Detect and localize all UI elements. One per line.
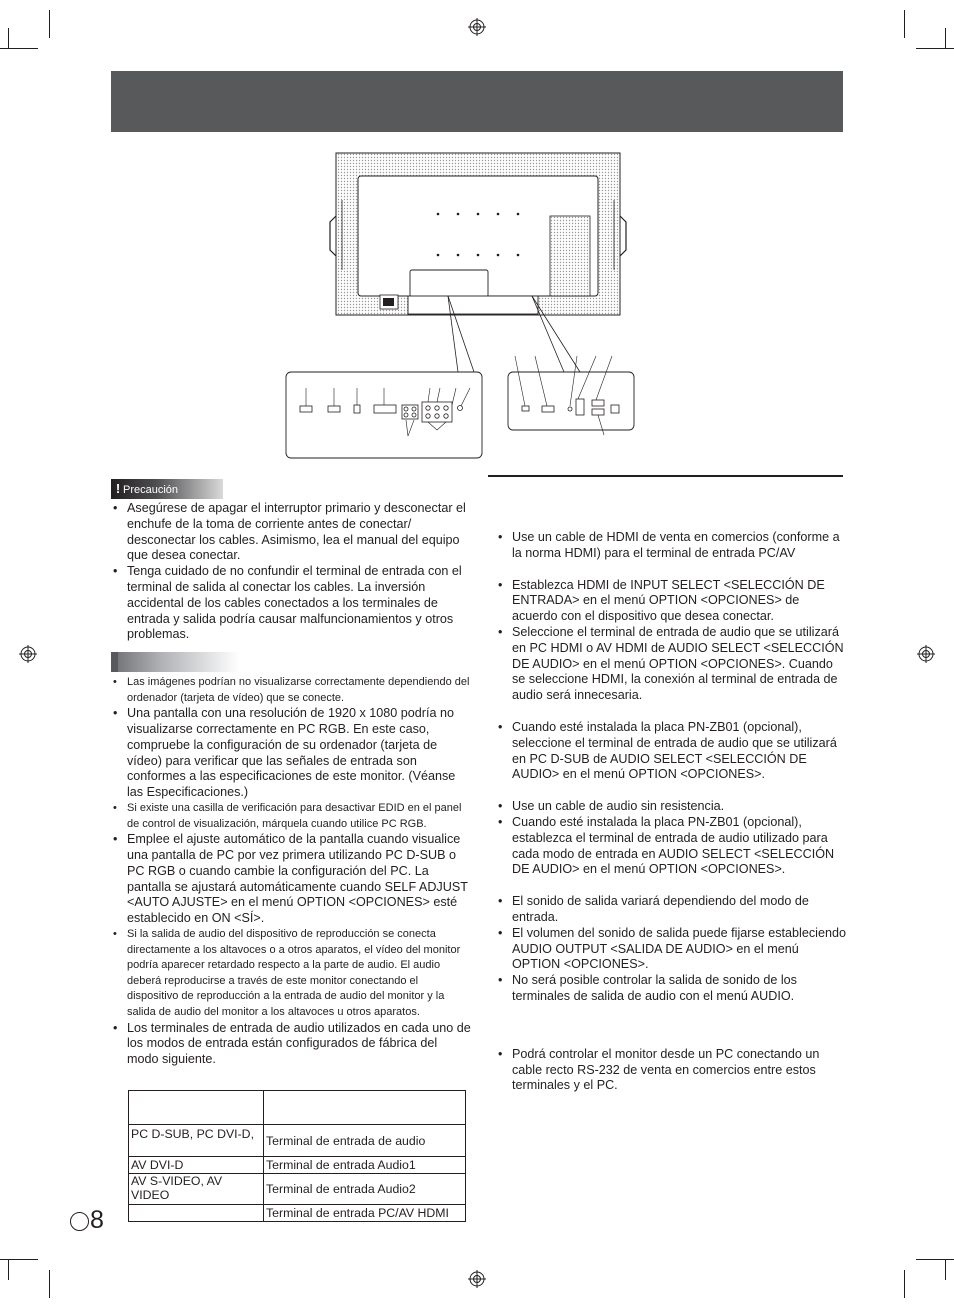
right-item: • El volumen del sonido de salida puede fijarse estableciendo AUDIO OUTPUT <SALIDA DE AUDIO> en el menú OPTION <OPCIONES>. bbox=[496, 926, 846, 973]
right-item: • Use un cable de HDMI de venta en comercios (conforme a la norma HDMI) para el terminal de entrada PC/AV bbox=[496, 530, 846, 562]
crop-mark bbox=[916, 1259, 954, 1260]
crop-mark bbox=[0, 48, 38, 49]
crop-mark bbox=[49, 1270, 50, 1298]
crop-mark bbox=[0, 1259, 38, 1260]
table-header-cell bbox=[129, 1091, 264, 1125]
table-cell: Terminal de entrada PC/AV HDMI bbox=[264, 1205, 466, 1222]
caution-text: Precaución bbox=[123, 484, 179, 496]
right-item: • Cuando esté instalada la placa PN-ZB01 (opcional), seleccione el terminal de entrada de audio que se utilizará en PC D-SUB de AUDIO SELECT <SELECCIÓN DE AUDIO> en el menú OPTION <OPCIONES>. bbox=[496, 720, 846, 783]
crop-mark bbox=[904, 10, 905, 38]
right-item: • No será posible controlar la salida de sonido de los terminales de salida de audio con el menú AUDIO. bbox=[496, 973, 846, 1005]
crop-mark bbox=[916, 48, 954, 49]
crop-mark bbox=[8, 28, 9, 48]
audio-input-table bbox=[128, 1090, 466, 1222]
table-row bbox=[129, 1125, 466, 1157]
table-row bbox=[129, 1174, 466, 1205]
right-item: • Establezca HDMI de INPUT SELECT <SELECCIÓN DE ENTRADA> en el menú OPTION <OPCIONES> de acuerdo con el dispositivo que desea conectar. bbox=[496, 578, 846, 625]
page-circle-icon bbox=[70, 1212, 89, 1231]
table-cell bbox=[129, 1205, 264, 1222]
note-item: • Una pantalla con una resolución de 1920 x 1080 podría no visualizarse correctamente en PC RGB. En este caso, compruebe la configuración de su ordenador (tarjeta de vídeo) para verificar que las señales de entrada son conformes a las especificaciones de este monitor. (Véanse las Especificaciones.) bbox=[111, 706, 471, 801]
crop-mark bbox=[904, 1270, 905, 1298]
note-item: • Los terminales de entrada de audio utilizados en cada uno de los modos de entrada están configurados de fábrica del modo siguiente. bbox=[111, 1021, 471, 1068]
right-list bbox=[496, 530, 846, 1094]
monitor-rear-diagram bbox=[280, 150, 640, 462]
crop-mark bbox=[49, 10, 50, 38]
table-header-cell bbox=[264, 1091, 466, 1125]
right-item: • Podrá controlar el monitor desde un PC conectando un cable recto RS-232 de venta en comercios entre estos terminales y el PC. bbox=[496, 1047, 846, 1094]
table-cell: Terminal de entrada de audio bbox=[264, 1125, 466, 1157]
warning-icon: ! bbox=[115, 481, 121, 496]
table-cell: AV S-VIDEO, AV VIDEO bbox=[129, 1174, 264, 1205]
notes-header-bar bbox=[111, 652, 239, 672]
table-row bbox=[129, 1205, 466, 1222]
note-item: • Emplee el ajuste automático de la pantalla cuando visualice una pantalla de PC por vez primera utilizando PC D-SUB o PC RGB o cuando cambie la configuración del PC. La pantalla se ajustará automáticamente cuando SELF ADJUST <AUTO AJUSTE> en el menú OPTION <OPCIONES> esté establecido en ON <SÍ>. bbox=[111, 832, 471, 927]
page-number-text: 8 bbox=[90, 1206, 104, 1234]
note-item: • Si existe una casilla de verificación para desactivar EDID en el panel de control de visualización, márquela cuando utilice PC RGB. bbox=[111, 801, 471, 832]
registration-mark-icon bbox=[468, 1270, 486, 1288]
table-row bbox=[129, 1157, 466, 1174]
registration-mark-icon bbox=[19, 645, 37, 663]
right-item: • El sonido de salida variará dependiendo del modo de entrada. bbox=[496, 894, 846, 926]
right-item: • Cuando esté instalada la placa PN-ZB01 (opcional), establezca el terminal de entrada de audio utilizado para cada modo de entrada en AUDIO SELECT <SELECCIÓN DE AUDIO> en el menú OPTION <OPCIONES>. bbox=[496, 815, 846, 878]
right-item: • Seleccione el terminal de entrada de audio que se utilizará en PC HDMI o AV HDMI de AUDIO SELECT <SELECCIÓN DE AUDIO> en el menú OPTION <OPCIONES>. Cuando se seleccione HDMI, la conexión al terminal de entrada de audio será innecesaria. bbox=[496, 625, 846, 704]
notes-list bbox=[111, 675, 471, 1068]
section-header-bar bbox=[111, 71, 843, 132]
caution-list bbox=[111, 501, 471, 643]
table-cell: AV DVI-D bbox=[129, 1157, 264, 1174]
table-header-row bbox=[129, 1091, 466, 1125]
caution-label bbox=[111, 479, 223, 499]
caution-item: • Asegúrese de apagar el interruptor primario y desconectar el enchufe de la toma de corriente antes de conectar/ desconectar los cables. Asimismo, lea el manual del equipo que desea conectar. bbox=[111, 501, 471, 564]
right-item: • Use un cable de audio sin resistencia. bbox=[496, 799, 846, 815]
registration-mark-icon bbox=[468, 18, 486, 36]
crop-mark bbox=[945, 1260, 946, 1280]
table-cell: Terminal de entrada Audio2 bbox=[264, 1174, 466, 1205]
crop-mark bbox=[8, 1260, 9, 1280]
registration-mark-icon bbox=[917, 645, 935, 663]
note-item: • Si la salida de audio del dispositivo de reproducción se conecta directamente a los altavoces o a otros aparatos, el vídeo del monitor podría aparecer retardado respecto a la parte de audio. El audio deberá reproducirse a través de este monitor conectando el dispositivo de reproducción a la entrada de audio del monitor y la salida de audio del monitor a los altavoces u otros aparatos. bbox=[111, 927, 471, 1021]
caution-item: • Tenga cuidado de no confundir el terminal de entrada con el terminal de salida al conectar los cables. La inversión accidental de los cables conectados a los terminales de entrada y salida podría causar malfuncionamientos y otros problemas. bbox=[111, 564, 471, 643]
note-item: • Las imágenes podrían no visualizarse correctamente dependiendo del ordenador (tarjeta de vídeo) que se conecte. bbox=[111, 675, 471, 706]
crop-mark bbox=[945, 28, 946, 48]
table-cell: Terminal de entrada Audio1 bbox=[264, 1157, 466, 1174]
table-cell: PC D-SUB, PC DVI-D, bbox=[129, 1125, 264, 1157]
section-rule bbox=[488, 475, 843, 477]
